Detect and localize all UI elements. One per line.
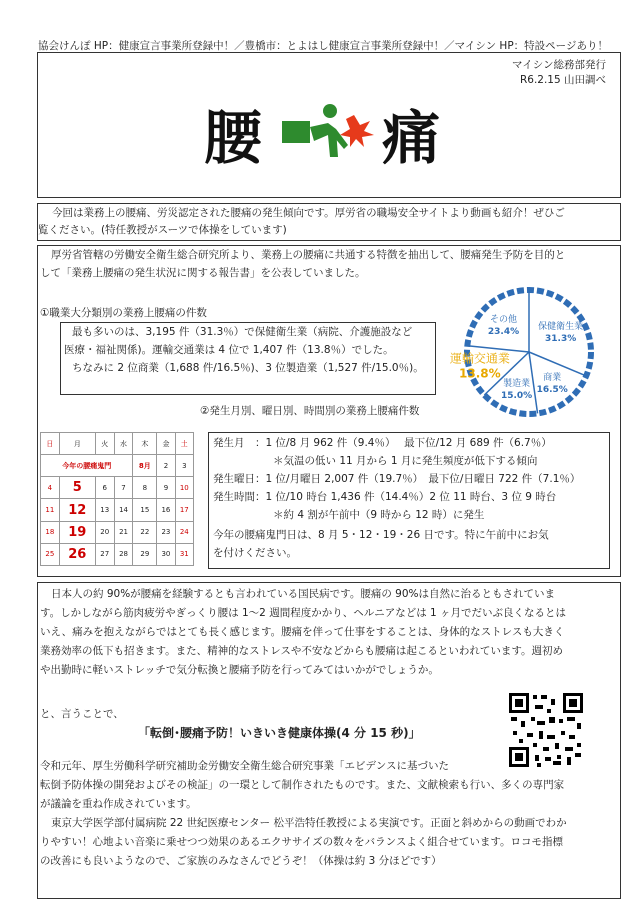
pie-category-label: 商業 [543,373,562,384]
calendar-day: 30 [157,543,175,565]
pie-slice-divider [529,352,538,413]
main-para-line-2: して「業務上腰痛の発生状況に関する報告書」を公表していました。 [40,267,366,279]
backache-icon [274,101,384,171]
calendar-day: 15 [133,499,157,521]
pie-value-label: 13.8% [459,366,501,381]
stats-time-note: ＊約 4 割が午前中（9 時から 12 時）に発生 [273,509,485,521]
publisher: マイシン総務部発行 [511,59,606,71]
calendar-weekday: 土 [175,433,193,455]
stats-day: 発生曜日：1 位/月曜日 2,007 件（19.7％） 最下位/日曜日 722 件（7.1％） [213,473,581,485]
top-notice: 協会けんぽ HP：健康宣言事業所登録中！／豊橋市：とよはし健康宣言事業所登録中！／マイシン HP：特設ページあり！ [38,40,608,52]
calendar-day: 19 [59,521,95,543]
pie-value-label: 23.4% [487,326,520,337]
stats-time: 発生時間：1 位/10 時台 1,436 件（14.4％）2 位 11 時台、3 位 9 時台 [213,491,557,503]
section1-heading: ①職業大分類別の業務上腰痛の件数 [40,307,207,319]
calendar-day: 2 [157,455,175,477]
calendar-day: 22 [133,521,157,543]
main-para-line-1: 厚労省管轄の労働安全衛生総合研究所より、業務上の腰痛に共通する特徴を抽出して、腰痛発生予防を目的と [51,249,566,261]
calendar [40,432,194,566]
calendar-day: 24 [175,521,193,543]
pie-category-label: 運輸交通業 [449,351,510,366]
calendar-month: 8月 [133,455,157,477]
stats-box [208,432,610,569]
pie-category-label: 製造業 [503,378,531,389]
calendar-weekday: 木 [133,433,157,455]
intro-box [37,203,621,241]
calendar-day: 6 [95,477,114,499]
intro-line-1: 今回は業務上の腰痛、労災認定された腰痛の発生傾向です。厚労省の職場安全サイトより動画も紹介！ぜひご [52,207,565,219]
calendar-weekday: 火 [95,433,114,455]
intro-line-2: 覧ください。(特任教授がスーツで体操をしています) [38,224,287,236]
calendar-day: 18 [41,521,60,543]
bottom-p2-line-2: 転倒予防体操の開発およびその検証」の一環として制作されたものです。また、文献検索も行い、多くの専門家 [40,779,565,791]
pie-value-label: 31.3% [545,333,577,344]
calendar-day: 23 [157,521,175,543]
s1-line-2: 医療・福祉関係)。運輸交通業は 4 位で 1,407 件（13.8％）でした。 [64,344,394,356]
calendar-day: 14 [114,499,133,521]
s1-line-1: 最も多いのは、3,195 件（31.3％）で保健衛生業（病院、介護施設など [72,326,413,338]
bottom-p2-line-3: が議論を重ね作成されています。 [40,798,197,810]
stats-kimon-1: 今年の腰痛鬼門日は、8 月 5・12・19・26 日です。特に午前中にお気 [213,529,549,541]
pie-value-label: 15.0% [500,390,533,401]
calendar-weekday: 日 [41,433,60,455]
qr-code[interactable] [507,691,585,769]
calendar-day: 21 [114,521,133,543]
bottom-p3-line-1: 東京大学医学部付属病院 22 世紀医療センター 松平浩特任教授による実演です。正面と斜めからの動画でわか [51,817,567,829]
calendar-day: 25 [41,543,60,565]
calendar-day: 13 [95,499,114,521]
calendar-day: 11 [41,499,60,521]
date-author: R6.2.15 山田調べ [519,74,606,86]
calendar-day: 10 [175,477,193,499]
calendar-day: 9 [157,477,175,499]
calendar-day: 28 [114,543,133,565]
bottom-p1-line-4: 業務効率の低下も招きます。また、精神的なストレスや不安などからも腰痛は起こるといわれています。週初め [40,645,564,657]
title-char-2: 痛 [382,104,441,172]
calendar-day: 5 [59,477,95,499]
bottom-p1-line-1: 日本人の約 90%が腰痛を経験するとも言われている国民病です。腰痛の 90%は自然に治るともされていま [51,588,556,600]
bottom-p1-line-5: や出勤時に軽いストレッチで気分転換と腰痛予防を行ってみてはいかがでしょうか。 [40,664,439,676]
calendar-day: 27 [95,543,114,565]
bottom-p3-line-2: りやすい！心地よい音楽に乗せつつ効果のあるエクササイズの数々をバランスよく組合せています。ロコモ指標 [40,836,564,848]
calendar-day: 26 [59,543,95,565]
calendar-day: 16 [157,499,175,521]
calendar-day: 4 [41,477,60,499]
title-char-1: 腰 [204,104,263,172]
industry-pie-chart [434,280,614,420]
bottom-p1-line-2: す。しかしながら筋肉疲労やぎっくり腰は 1～2 週間程度かかり、ヘルニアなどは 1 ヶ月でだいぶ良くなるとは [40,607,567,619]
calendar-weekday: 月 [59,433,95,455]
pie-category-label: 保健衛生業 [538,321,584,332]
bottom-p1-line-3: いえ、痛みを抱えながらではとても長く感じます。腰痛を伴って仕事をすることは、身体的なストレスも大きく [40,626,565,638]
calendar-weekday: 水 [114,433,133,455]
pie-category-label: その他 [490,314,518,325]
s1-line-3: ちなみに 2 位商業（1,688 件/16.5％)、3 位製造業（1,527 件/15.0％)。 [72,362,424,374]
calendar-day: 20 [95,521,114,543]
stats-kimon-2: を付けください。 [213,547,297,559]
header-box [37,52,621,198]
calendar-day: 7 [114,477,133,499]
calendar-weekday: 金 [157,433,175,455]
calendar-day: 31 [175,543,193,565]
bottom-p2-line-1: 令和元年、厚生労働科学研究補助金労働安全衛生総合研究事業「エビデンスに基づいた [40,760,449,772]
calendar-day: 17 [175,499,193,521]
calendar-day: 8 [133,477,157,499]
calendar-day: 12 [59,499,95,521]
so-line: と、言うことで、 [40,708,124,720]
section2-heading: ②発生月別、曜日別、時間別の業務上腰痛件数 [200,405,420,417]
calendar-day: 3 [175,455,193,477]
calendar-day: 29 [133,543,157,565]
stats-month: 発生月 ：1 位/8 月 962 件（9.4％） 最下位/12 月 689 件（6.7％） [213,437,552,449]
pie-value-label: 16.5% [536,385,568,396]
calendar-caption: 今年の腰痛鬼門 [41,455,133,477]
stats-month-note: ＊気温の低い 11 月から 1 月に発生頻度が低下する傾向 [273,455,538,467]
video-title-link[interactable]: 「転倒･腰痛予防！いきいき健康体操(4 分 15 秒)」 [138,726,421,740]
bottom-p3-line-3: の改善にも良いようなので、ご家族のみなさんでどうぞ！（体操は約 3 分ほどです） [40,855,442,867]
